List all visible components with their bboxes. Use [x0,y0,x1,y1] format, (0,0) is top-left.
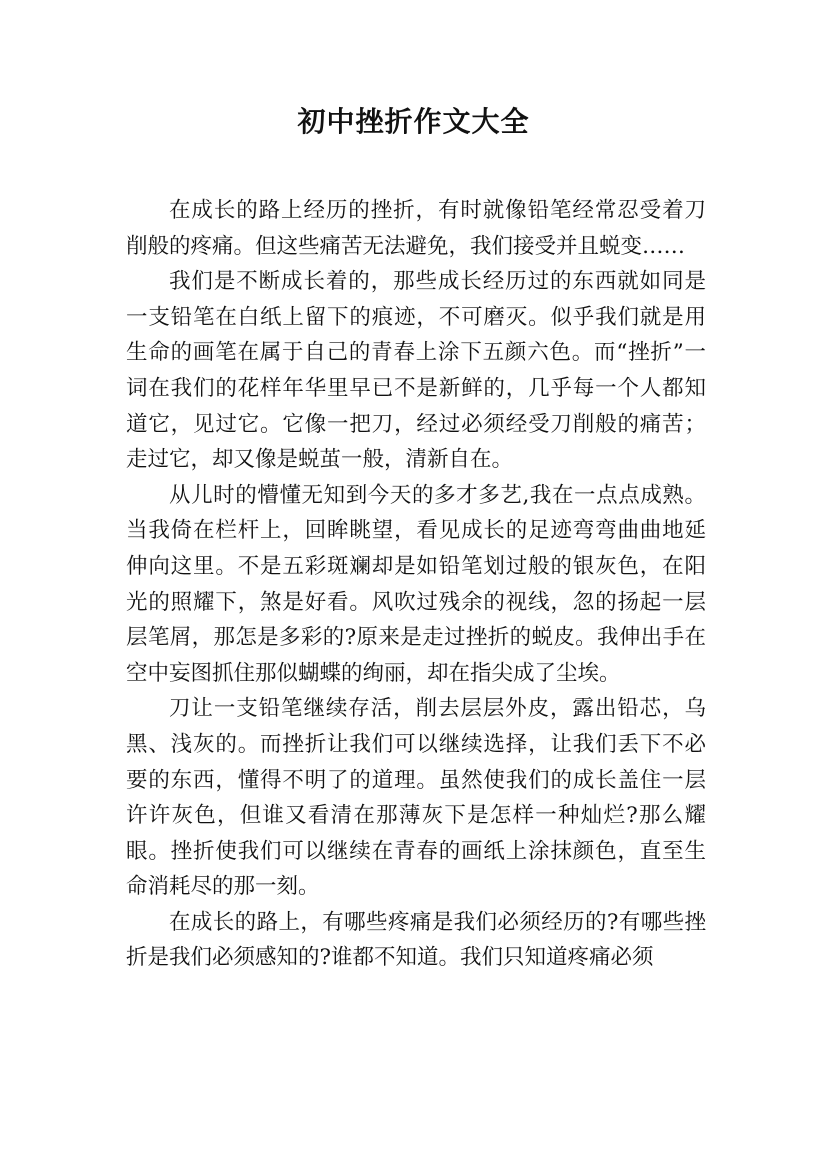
paragraph-5: 在成长的路上，有哪些疼痛是我们必须经历的?有哪些挫折是我们必须感知的?谁都不知道。我们只知道疼痛必须 [126,909,706,971]
paragraph-1: 在成长的路上经历的挫折，有时就像铅笔经常忍受着刀削般的疼痛。但这些痛苦无法避免，我们接受并且蜕变…… [126,198,706,259]
page-title: 初中挫折作文大全 [297,105,530,138]
paragraph-3: 从儿时的懵懂无知到今天的多才多艺,我在一点点成熟。当我倚在栏杆上，回眸眺望，看见成长的足迹弯弯曲曲地延伸向这里。不是五彩斑斓却是如铅笔划过般的银灰色，在阳光的照耀下，煞是好看。风吹过残余的视线，忽的扬起一层层笔屑，那怎是多彩的?原来是走过挫折的蜕皮。我伸出手在空中妄图抓住那似蝴蝶的绚丽，却在指尖成了尘埃。 [126,482,706,686]
paragraph-4: 刀让一支铅笔继续存活，削去层层外皮，露出铅芯，乌黑、浅灰的。而挫折让我们可以继续选择，让我们丢下不必要的东西，懂得不明了的道理。虽然使我们的成长盖住一层许许灰色，但谁又看清在那薄灰下是怎样一种灿烂?那么耀眼。挫折使我们可以继续在青春的画纸上涂抹颜色，直至生命消耗尽的那一刻。 [126,696,706,900]
paragraph-2: 我们是不断成长着的，那些成长经历过的东西就如同是一支铅笔在白纸上留下的痕迹，不可磨灭。似乎我们就是用生命的画笔在属于自己的青春上涂下五颜六色。而“挫折”一词在我们的花样年华里早已不是新鲜的，几乎每一个人都知道它，见过它。它像一把刀，经过必须经受刀削般的痛苦；走过它，却又像是蜕茧一般，清新自在。 [126,269,706,473]
article-body [126,193,706,976]
